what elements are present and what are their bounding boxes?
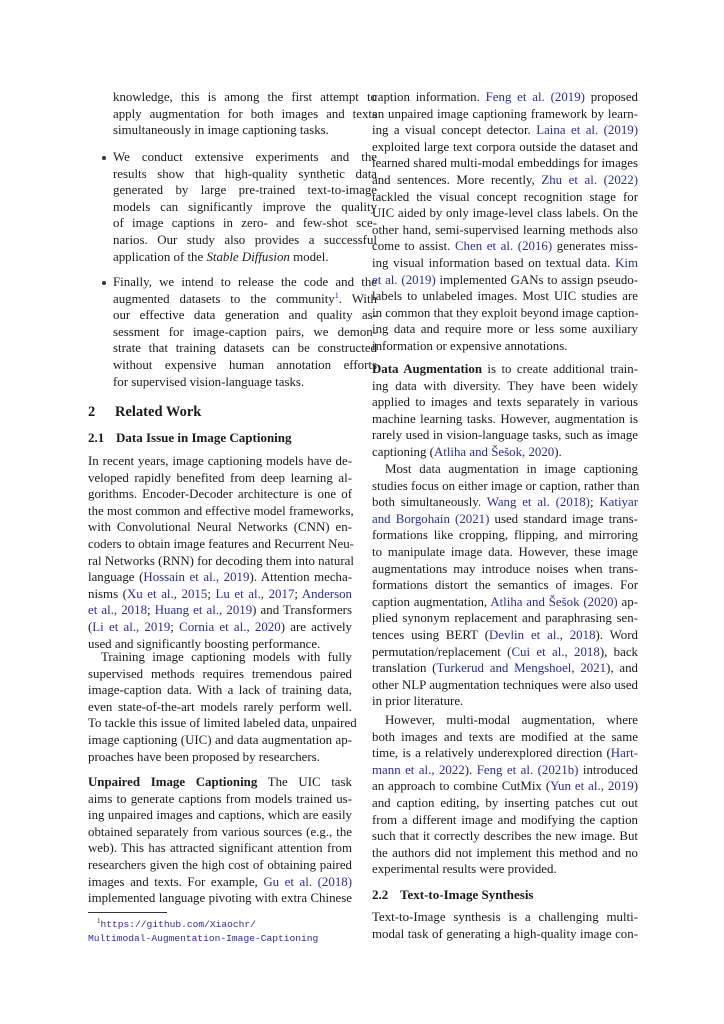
text-run: strate that training datasets can be constructed [113,341,377,356]
text-run: Finally, we intend to release the code and the [113,275,377,289]
text-run: used and significantly boosting performance. [88,636,321,651]
text-line [88,699,352,716]
footnote [88,914,318,946]
text-line [372,378,638,395]
text-run: ing a visual concept detector. [372,123,537,138]
text-line [88,519,352,536]
text-run: the most common and effective model frameworks, [88,503,354,518]
text-run: even state-of-the-art models rarely perform well. [88,699,352,714]
text-line [372,778,638,795]
text-line [88,666,352,683]
text-line [88,619,352,636]
text-line [113,324,377,341]
text-run: ). Word [595,627,638,642]
text-line [88,470,352,487]
citation-link[interactable]: et al., 2018 [88,603,148,618]
paragraph-multimodal-augmentation [372,712,638,878]
citation-link[interactable]: Turkerud and Mengshoel, 2021 [436,661,607,676]
section-heading-related-work [88,403,352,421]
citation-link[interactable]: Laina et al. (2019) [536,123,639,138]
text-line [372,139,638,156]
citation-link[interactable]: Li et al., 2019 [92,619,171,634]
subsection-number: 2.2 [372,887,389,902]
text-line [113,274,377,291]
run-in-heading: Unpaired Image Captioning [88,775,258,789]
text-line [113,307,377,324]
text-run: ; [294,586,302,601]
text-run: sessment for image-caption pairs, we demon- [113,324,377,339]
text-run: ) [633,779,638,794]
text-line [372,909,638,926]
text-run: nisms ( [88,586,127,601]
text-line [372,677,638,694]
citation-link[interactable]: Yun et al., 2019 [550,779,634,794]
text-run: introduced [578,762,638,777]
text-run: studies focus on either image or caption, rather than [372,478,640,493]
contribution-bullet-release [88,274,377,390]
text-line [372,729,638,746]
text-run: translation ( [372,661,437,676]
text-run: application of the [113,249,207,264]
text-run: ing visual information based on textual data. [372,255,616,270]
text-run: of image captions in zero- and few-shot sce- [113,216,377,231]
citation-link[interactable]: Xu et al., 2015 [126,586,208,601]
text-line [88,874,352,891]
text-line [88,890,352,907]
text-run: in common that they exploit beyond image caption- [372,305,639,320]
paragraph-augmentation-approaches [372,461,638,710]
text-run: experimental results were provided. [372,862,557,877]
text-run: an unpaired image captioning framework by learn- [372,106,638,121]
text-run: In recent years, image captioning models have de- [88,454,352,468]
text-line [372,594,638,611]
text-run: image-caption data. With a lack of training data, [88,683,352,698]
text-run: images and texts. For example, [88,874,264,889]
text-run: tences using BERT ( [372,627,489,642]
text-line [372,861,638,878]
text-run: aims to generate captions from models trained us- [88,791,352,806]
text-line [88,569,352,586]
text-line [113,89,377,106]
text-line [372,845,638,862]
text-run: generated by large pre-trained text-to-image [113,183,377,198]
text-line [372,478,638,495]
text-line [372,338,638,355]
subsection-heading-text-to-image [372,886,638,904]
text-run: ), back [599,644,638,659]
paragraph-image-captioning-models [88,453,352,652]
text-line [113,374,377,391]
text-run: ; [170,619,180,634]
text-run: exploited large text corpora outside the dataset and [372,139,638,154]
text-run: both simultaneously. [372,495,487,510]
text-line [372,394,638,411]
text-line [372,693,638,710]
text-line [88,486,352,503]
citation-link[interactable]: Katiyar [599,495,638,510]
text-line [113,199,377,216]
text-run: and sentences. More recently, [372,172,542,187]
text-line [88,857,352,874]
text-run: image captioning (UIC) and data augmentation ap- [88,732,352,747]
text-run: such that it correctly describes the new image. But [372,829,638,844]
paragraph-uic-methods [372,89,638,355]
citation-link[interactable]: Atliha and Šešok (2020) [490,594,618,609]
text-run: ; [147,603,155,618]
text-run: ing data with diversity. They have been widely [372,378,638,393]
citation-link[interactable]: Gu et al. (2018) [263,874,352,889]
text-run: both images and texts are modified at the same [372,729,638,744]
text-line [372,411,638,428]
text-line [88,503,352,520]
text-line [372,305,638,322]
text-run: our effective data generation and quality as- [113,308,377,323]
text-line [88,774,352,791]
text-run: ( [88,619,93,634]
text-run: ap- [617,594,639,609]
text-run: to manipulate image data. However, these image [372,544,638,559]
text-run: permutation/replacement ( [372,644,512,659]
footnote-url-line2[interactable]: Multimodal-Augmentation-Image-Captioning [88,933,319,944]
text-line [372,106,638,123]
text-line [88,536,352,553]
citation-link[interactable]: Cui et al., 2018 [511,644,600,659]
text-run: Training image captioning models with fully [101,650,352,664]
citation-link[interactable]: Feng et al. (2019) [485,90,585,104]
text-run: apply augmentation for both images and texts [113,106,377,121]
text-run: supervised methods requires tremendous paired [88,666,352,681]
text-line [372,527,638,544]
text-run: without expensive human annotation efforts [113,357,377,372]
text-run: ). [554,444,562,459]
text-run: augmentations may introduce noises when trans- [372,561,638,576]
text-line [372,577,638,594]
text-run: implemented GANs to assign pseudo- [435,272,638,287]
text-line [372,644,638,661]
run-in-heading: Data Augmentation [372,362,482,376]
text-run: the authors did not implement this method and no [372,845,638,860]
text-run: UIC aided by only image-level class labels. On the [372,206,638,221]
text-line [372,795,638,812]
text-run: is to create additional train- [482,362,638,376]
paragraph-text-to-image [372,909,638,942]
text-run: ral Networks (RNN) for decoding them into natural [88,553,354,568]
footnote-marker: 1 [97,917,101,925]
text-line [372,122,638,139]
text-line [372,172,638,189]
text-run: caption information. [372,90,486,104]
text-line [88,586,352,603]
citation-link[interactable]: Anderson [301,586,352,601]
citation-link[interactable]: Chen et al. (2016) [454,239,553,254]
text-line [113,215,377,232]
text-run: captioning ( [372,444,434,459]
text-run: simultaneously in image captioning tasks. [113,123,329,138]
text-line [372,444,638,461]
contribution-continuation [88,89,377,139]
text-line [372,828,638,845]
text-run: coders to obtain image features and Recurrent Neu- [88,536,354,551]
text-line [88,602,352,619]
text-run: obtained separately from various sources (e.g., the [88,824,352,839]
text-line [113,357,377,374]
contribution-bullet-experiments [88,149,377,265]
citation-link[interactable]: Feng et al. (2021b) [476,762,579,777]
text-line [113,149,377,166]
text-run: from a different image and modifying the caption [372,812,638,827]
text-run: veloped rapidly benefited from deep learning al- [88,470,352,485]
text-run: knowledge, this is among the first attempt to [113,90,377,104]
text-run: modal task of generating a high-quality image con- [372,926,638,941]
text-run: ). Attention mecha- [249,570,353,585]
text-line [88,732,352,749]
text-line [372,238,638,255]
citation-link[interactable]: Devlin et al., 2018 [488,627,596,642]
text-run: generates miss- [552,239,638,254]
text-line [372,189,638,206]
text-run: ing unpaired images and captions, which are easily [88,808,352,823]
citation-link[interactable]: Hossain et al., 2019 [143,570,250,585]
text-run: To tackle this issue of limited labeled data, unpaired [88,716,357,731]
text-run: proposed [584,90,638,104]
subsection-title: Text-to-Image Synthesis [400,887,534,902]
text-run: gorithms. Encoder-Decoder architecture is one of [88,487,352,502]
text-line [88,791,352,808]
text-line [372,926,638,943]
citation-link[interactable]: et al. (2019) [372,272,436,287]
text-run: caption augmentation, [372,594,491,609]
citation-link[interactable]: and Borgohain (2021) [372,511,490,526]
text-line [113,182,377,199]
text-line [372,427,638,444]
text-line [372,222,638,239]
citation-link[interactable]: Zhu et al. (2022) [541,172,638,187]
text-line [113,291,377,308]
bullet-icon [102,281,106,285]
text-line [88,715,357,732]
text-run: ). [464,762,477,777]
text-run: for supervised vision-language tasks. [113,374,305,389]
text-line [372,321,638,338]
text-run: plied synonym replacement and paraphrasing sen- [372,611,638,626]
text-line [372,461,638,478]
citation-link[interactable]: Atliha and Šešok, 2020 [433,444,555,459]
text-line [372,272,638,289]
paragraph-unpaired-image-captioning [88,774,352,907]
text-line [88,682,352,699]
footnote-url-line1[interactable]: https://github.com/Xiaochr/ [100,919,256,930]
citation-link[interactable]: Hart- [610,746,638,761]
text-run: learned shared multi-modal embeddings for images [372,156,638,171]
text-line [372,288,638,305]
text-run: web). This has attracted significant attention from [88,841,352,856]
text-run: implemented language pivoting with extra Chinese [88,891,352,906]
text-line [372,89,638,106]
text-run: with Convolutional Neural Networks (CNN) en- [88,520,352,535]
text-run: ) are actively [280,619,352,634]
text-line [372,361,638,378]
text-line [88,553,352,570]
text-line [88,824,352,841]
text-run: applied to images and texts separately in various [372,395,638,410]
text-line [372,155,638,172]
text-line [372,205,638,222]
text-run: Most data augmentation in image captioning [385,462,638,476]
text-run: ), and [606,661,639,676]
subsection-title: Data Issue in Image Captioning [116,430,292,445]
text-line [113,232,377,249]
text-run: researchers given the high cost of obtaining paired [88,857,352,872]
text-run: machine learning tasks. However, augmentation is [372,411,638,426]
citation-link[interactable]: mann et al., 2022 [372,762,465,777]
text-run: information or expensive annotations. [372,338,568,353]
text-run: other hand, semi-supervised learning methods also [372,222,638,237]
text-run: ; [589,495,600,510]
subsection-heading-data-issue [88,429,352,447]
text-run: The UIC task [257,775,352,789]
text-run: ing data and require more or less some auxiliary [372,322,638,337]
paragraph-data-augmentation [372,361,638,461]
text-line [372,712,638,729]
text-line [372,812,638,829]
text-line [88,453,352,470]
text-run: formations distort the semantics of images. For [372,578,638,593]
footnote-ref-link[interactable]: 1 [334,290,339,300]
text-run: Text-to-Image synthesis is a challenging multi- [372,910,638,924]
text-run: We conduct extensive experiments and the [113,150,377,164]
citation-link[interactable]: Kim [615,255,638,270]
footnote-rule [88,912,167,913]
text-line [372,494,638,511]
text-run: narios. Our study also provides a successful [113,232,377,247]
text-line [88,807,352,824]
section-title: Related Work [115,404,202,420]
text-run: rarely used in vision-language tasks, such as image [372,428,638,443]
text-run: labels to unlabeled images. Most UIC studies are [372,289,638,304]
text-line [372,745,638,762]
citation-link[interactable]: Huang et al., 2019 [154,603,253,618]
text-run: other NLP augmentation techniques were also used [372,677,638,692]
text-run: tackled the visual concept recognition stage for [372,189,638,204]
text-run: models can significantly improve the quality [113,199,377,214]
subsection-number: 2.1 [88,430,105,445]
text-run: . With [338,291,377,306]
paragraph-training-data [88,649,357,765]
text-line [113,106,377,123]
text-run: ; [207,586,216,601]
text-line [372,660,638,677]
text-run: ) and Transformers [252,603,352,618]
text-line [88,749,352,766]
section-number: 2 [88,404,96,420]
citation-link[interactable]: Lu et al., 2017 [215,586,295,601]
text-run: results show that high-quality synthetic data [113,166,377,181]
text-line [113,166,377,183]
text-run: in prior literature. [372,694,464,709]
text-line [372,561,638,578]
text-line [372,627,638,644]
text-line [372,511,638,528]
text-run: augmented datasets to the community [113,291,335,306]
text-run: However, multi-modal augmentation, where [385,713,638,727]
text-run: and caption editing, by inserting patches cut out [372,795,638,810]
text-run: formations like cropping, flipping, and mirroring [372,528,638,543]
citation-link[interactable]: Wang et al. (2018) [486,495,590,510]
text-run: Stable Diffusion [206,249,290,264]
text-line [372,610,638,627]
text-run: model. [289,249,329,264]
text-line [372,255,638,272]
text-run: an approach to combine CutMix ( [372,779,551,794]
text-run: come to assist. [372,239,455,254]
bullet-icon [102,156,106,160]
text-line [88,649,352,666]
text-run: language ( [88,570,144,585]
text-line [372,544,638,561]
text-line [113,122,377,139]
text-run: used standard image trans- [489,511,638,526]
text-line [372,762,638,779]
text-line [88,840,352,857]
text-run: proaches have been proposed by researchers. [88,749,320,764]
text-run: time, is a relatively underexplored direction ( [372,746,611,761]
citation-link[interactable]: Cornia et al., 2020 [179,619,281,634]
text-line [113,249,377,266]
text-line [113,340,377,357]
